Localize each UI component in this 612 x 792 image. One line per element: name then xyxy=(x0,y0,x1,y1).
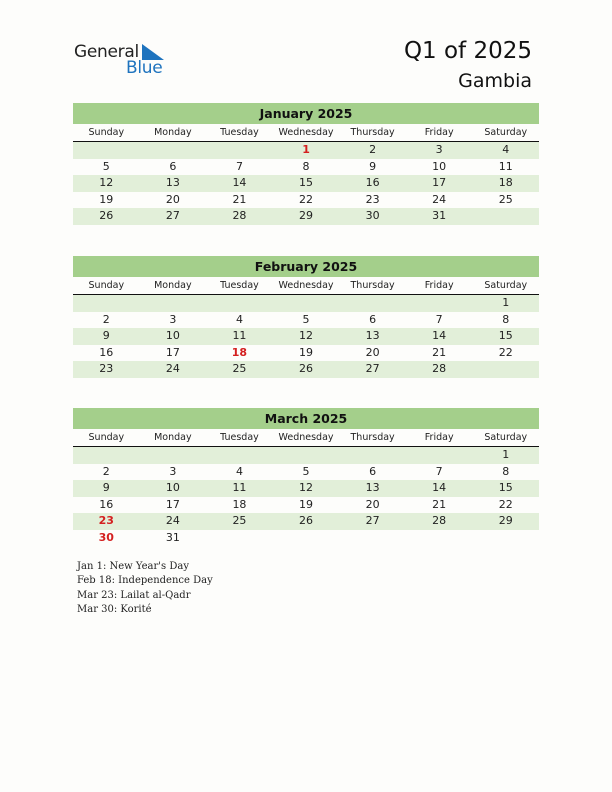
weekday-header-row xyxy=(73,277,539,295)
date-cell: 18 xyxy=(232,497,247,511)
date-cell: 22 xyxy=(498,345,513,359)
date-cell xyxy=(406,295,473,312)
date-cell: 14 xyxy=(232,176,247,189)
week-row xyxy=(73,361,539,378)
date-cell: 6 xyxy=(169,159,177,173)
holiday-date-cell: 30 xyxy=(98,530,114,544)
date-cell: 20 xyxy=(165,192,180,206)
date-cell: 7 xyxy=(435,464,443,478)
date-cell xyxy=(406,447,473,464)
weekday-label: Saturday xyxy=(484,280,528,291)
date-cell: 24 xyxy=(432,192,447,206)
weekday-header-row xyxy=(73,429,539,447)
date-cell: 8 xyxy=(302,159,310,173)
logo xyxy=(74,42,174,78)
logo-word-blue: Blue xyxy=(126,58,163,78)
date-cell: 19 xyxy=(299,345,314,359)
date-cell: 11 xyxy=(232,481,247,494)
week-row xyxy=(73,175,539,192)
date-cell: 12 xyxy=(99,176,114,189)
weekday-label: Tuesday xyxy=(220,127,259,138)
date-cell: 23 xyxy=(365,192,380,206)
date-cell: 31 xyxy=(165,530,180,544)
weekday-label: Thursday xyxy=(350,432,395,443)
date-cell: 3 xyxy=(169,312,177,326)
weekday-label: Tuesday xyxy=(220,280,259,291)
month-header: March 2025 xyxy=(73,408,539,429)
week-row xyxy=(73,530,539,547)
date-cell: 6 xyxy=(369,464,377,478)
date-cell: 14 xyxy=(432,329,447,342)
date-cell: 12 xyxy=(299,481,314,494)
date-cell xyxy=(472,208,539,225)
date-cell xyxy=(140,142,207,159)
week-row xyxy=(73,295,539,312)
month-february xyxy=(73,256,539,378)
month-header: January 2025 xyxy=(73,103,539,124)
date-cell xyxy=(140,295,207,312)
weekday-label: Sunday xyxy=(88,432,125,443)
date-cell: 13 xyxy=(365,329,380,342)
date-cell: 25 xyxy=(232,362,247,375)
month-march xyxy=(73,408,539,546)
date-cell: 28 xyxy=(432,514,447,527)
date-cell: 15 xyxy=(498,481,513,494)
week-row xyxy=(73,159,539,176)
date-cell: 3 xyxy=(435,143,443,156)
date-cell: 17 xyxy=(165,497,180,511)
date-cell: 31 xyxy=(432,209,447,222)
date-cell: 22 xyxy=(299,192,314,206)
date-cell: 21 xyxy=(432,497,447,511)
date-cell: 20 xyxy=(365,497,380,511)
date-cell xyxy=(339,530,406,547)
date-cell: 25 xyxy=(498,192,513,206)
weekday-label: Friday xyxy=(424,432,454,443)
date-cell: 29 xyxy=(498,514,513,527)
holiday-note: Jan 1: New Year's Day xyxy=(77,561,189,572)
date-cell: 26 xyxy=(299,362,314,375)
date-cell: 16 xyxy=(99,497,114,511)
weekday-label: Wednesday xyxy=(278,432,334,443)
date-cell xyxy=(472,361,539,378)
date-cell: 8 xyxy=(502,464,510,478)
holiday-notes xyxy=(77,560,213,617)
date-cell: 23 xyxy=(99,362,114,375)
date-cell: 7 xyxy=(235,159,243,173)
date-cell: 9 xyxy=(369,159,377,173)
date-cell: 4 xyxy=(235,312,243,326)
holiday-note: Feb 18: Independence Day xyxy=(77,575,213,587)
month-january xyxy=(73,103,539,225)
date-cell: 26 xyxy=(299,514,314,527)
logo-word-general: General xyxy=(74,42,139,62)
date-cell: 17 xyxy=(165,345,180,359)
weekday-label: Sunday xyxy=(88,127,125,138)
date-cell xyxy=(73,142,140,159)
date-cell: 29 xyxy=(299,209,314,222)
date-cell: 27 xyxy=(165,209,180,222)
date-cell xyxy=(339,295,406,312)
date-cell xyxy=(406,530,473,547)
date-cell xyxy=(472,530,539,547)
weekday-label: Monday xyxy=(154,127,192,138)
date-cell: 17 xyxy=(432,176,447,189)
date-cell xyxy=(206,142,273,159)
date-cell: 25 xyxy=(232,514,247,527)
date-cell: 7 xyxy=(435,312,443,326)
weekday-label: Monday xyxy=(154,280,192,291)
holiday-date-cell: 1 xyxy=(302,143,310,156)
week-row xyxy=(73,513,539,530)
date-cell: 20 xyxy=(365,345,380,359)
weekday-label: Tuesday xyxy=(220,432,259,443)
week-row xyxy=(73,464,539,481)
date-cell xyxy=(206,447,273,464)
weekday-label: Friday xyxy=(424,127,454,138)
date-cell: 24 xyxy=(165,362,180,375)
date-cell: 2 xyxy=(369,143,377,156)
weekday-label: Sunday xyxy=(88,280,125,291)
date-cell: 13 xyxy=(165,176,180,189)
date-cell: 15 xyxy=(299,176,314,189)
date-cell: 1 xyxy=(502,296,510,309)
date-cell xyxy=(73,295,140,312)
date-cell: 27 xyxy=(365,362,380,375)
week-row xyxy=(73,192,539,209)
date-cell: 22 xyxy=(498,497,513,511)
month-header: February 2025 xyxy=(73,256,539,277)
date-cell xyxy=(140,447,207,464)
date-cell: 8 xyxy=(502,312,510,326)
date-cell: 1 xyxy=(502,448,510,461)
date-cell: 4 xyxy=(502,143,510,156)
date-cell xyxy=(73,447,140,464)
holiday-note: Mar 23: Lailat al-Qadr xyxy=(77,589,191,601)
date-cell: 19 xyxy=(299,497,314,511)
date-cell: 18 xyxy=(498,176,513,189)
date-cell: 28 xyxy=(432,362,447,375)
date-cell: 26 xyxy=(99,209,114,222)
date-cell: 30 xyxy=(365,209,380,222)
date-cell xyxy=(273,295,340,312)
weekday-label: Friday xyxy=(424,280,454,291)
holiday-note: Mar 30: Korité xyxy=(77,603,152,615)
week-row xyxy=(73,328,539,345)
week-row xyxy=(73,497,539,514)
date-cell: 12 xyxy=(299,329,314,342)
weekday-label: Wednesday xyxy=(278,280,334,291)
date-cell: 24 xyxy=(165,514,180,527)
date-cell: 11 xyxy=(232,329,247,342)
weekday-label: Thursday xyxy=(350,280,395,291)
date-cell: 9 xyxy=(102,329,110,342)
week-row xyxy=(73,345,539,362)
date-cell: 15 xyxy=(498,329,513,342)
country-name: Gambia xyxy=(458,70,532,92)
date-cell: 9 xyxy=(102,481,110,494)
date-cell xyxy=(273,530,340,547)
date-cell xyxy=(206,530,273,547)
weekday-label: Saturday xyxy=(484,127,528,138)
date-cell xyxy=(273,447,340,464)
date-cell: 10 xyxy=(432,159,447,173)
weekday-label: Thursday xyxy=(350,127,395,138)
week-row xyxy=(73,142,539,159)
date-cell: 19 xyxy=(99,192,114,206)
date-cell: 2 xyxy=(102,464,110,478)
date-cell: 16 xyxy=(365,176,380,189)
date-cell xyxy=(339,447,406,464)
week-row xyxy=(73,480,539,497)
date-cell: 21 xyxy=(232,192,247,206)
weekday-label: Monday xyxy=(154,432,192,443)
date-cell: 3 xyxy=(169,464,177,478)
date-cell: 21 xyxy=(432,345,447,359)
date-cell: 27 xyxy=(365,514,380,527)
date-cell: 14 xyxy=(432,481,447,494)
week-row xyxy=(73,208,539,225)
page-title: Q1 of 2025 xyxy=(403,38,532,64)
date-cell: 11 xyxy=(498,159,513,173)
holiday-date-cell: 23 xyxy=(98,514,114,527)
week-row xyxy=(73,312,539,329)
date-cell: 5 xyxy=(302,464,310,478)
date-cell: 10 xyxy=(165,329,180,342)
date-cell: 6 xyxy=(369,312,377,326)
week-row xyxy=(73,447,539,464)
date-cell: 4 xyxy=(235,464,243,478)
date-cell: 5 xyxy=(302,312,310,326)
date-cell xyxy=(206,295,273,312)
date-cell: 5 xyxy=(102,159,110,173)
date-cell: 2 xyxy=(102,312,110,326)
weekday-label: Wednesday xyxy=(278,127,334,138)
date-cell: 28 xyxy=(232,209,247,222)
weekday-header-row xyxy=(73,124,539,142)
weekday-label: Saturday xyxy=(484,432,528,443)
date-cell: 13 xyxy=(365,481,380,494)
date-cell: 10 xyxy=(165,481,180,494)
date-cell: 16 xyxy=(99,345,114,359)
holiday-date-cell: 18 xyxy=(231,345,248,359)
